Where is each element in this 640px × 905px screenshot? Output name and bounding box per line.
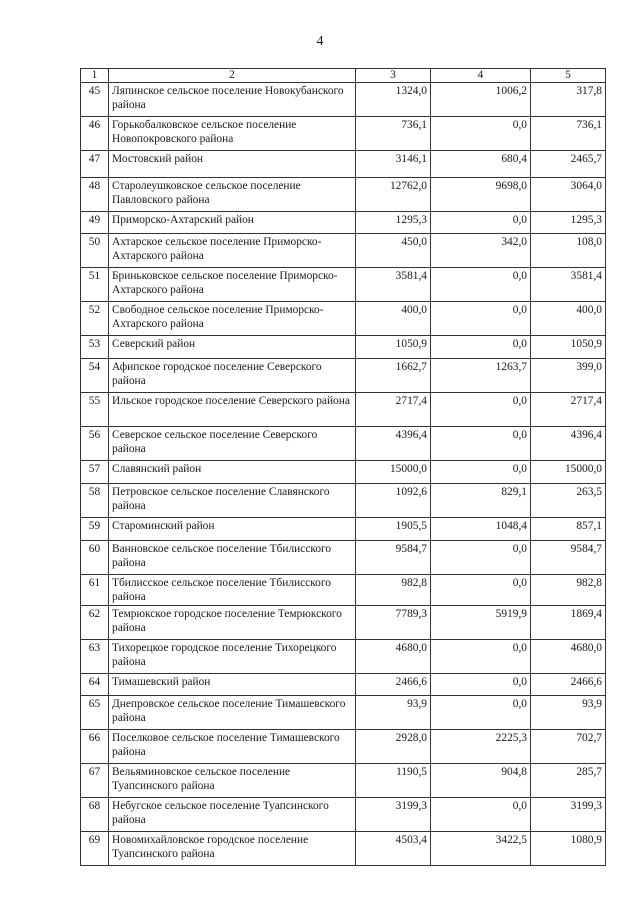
amount-col5: 982,8 (531, 575, 606, 606)
table-row (81, 674, 606, 696)
amount-col4: 2225,3 (431, 730, 531, 764)
amount-col3: 2928,0 (356, 730, 431, 764)
table-row (81, 234, 606, 268)
table-row (81, 764, 606, 798)
amount-col4: 1263,7 (431, 359, 531, 393)
table-row (81, 212, 606, 234)
amount-col4: 1006,2 (431, 83, 531, 117)
municipality-name: Темрюкское городское поселение Темрюкского района (109, 606, 356, 640)
amount-col3: 1092,6 (356, 484, 431, 518)
row-number: 67 (81, 764, 109, 798)
amount-col3: 4680,0 (356, 640, 431, 674)
table-row (81, 832, 606, 866)
table-row (81, 427, 606, 461)
table-row (81, 640, 606, 674)
amount-col3: 1295,3 (356, 212, 431, 234)
row-number: 48 (81, 178, 109, 212)
amount-col4: 0,0 (431, 640, 531, 674)
amount-col4: 0,0 (431, 798, 531, 832)
amount-col5: 15000,0 (531, 461, 606, 484)
table-row (81, 518, 606, 541)
amount-col4: 0,0 (431, 461, 531, 484)
municipality-name: Тбилисское сельское поселение Тбилисского района (109, 575, 356, 606)
amount-col5: 263,5 (531, 484, 606, 518)
amount-col3: 3146,1 (356, 151, 431, 178)
amount-col5: 2465,7 (531, 151, 606, 178)
header-cell: 1 (81, 69, 109, 83)
row-number: 56 (81, 427, 109, 461)
amount-col4: 0,0 (431, 393, 531, 427)
municipality-name: Ванновское сельское поселение Тбилисского района (109, 541, 356, 575)
municipality-name: Северское сельское поселение Северского района (109, 427, 356, 461)
municipality-name: Северский район (109, 336, 356, 359)
row-number: 59 (81, 518, 109, 541)
amount-col5: 1050,9 (531, 336, 606, 359)
header-cell: 3 (356, 69, 431, 83)
amount-col4: 342,0 (431, 234, 531, 268)
amount-col4: 0,0 (431, 117, 531, 151)
table-row (81, 117, 606, 151)
amount-col3: 1050,9 (356, 336, 431, 359)
municipality-name: Афипское городское поселение Северского района (109, 359, 356, 393)
amount-col5: 317,8 (531, 83, 606, 117)
table-row (81, 302, 606, 336)
municipality-name: Староминский район (109, 518, 356, 541)
row-number: 49 (81, 212, 109, 234)
amount-col3: 2466,6 (356, 674, 431, 696)
row-number: 60 (81, 541, 109, 575)
row-number: 61 (81, 575, 109, 606)
table-row (81, 359, 606, 393)
amount-col3: 3581,4 (356, 268, 431, 302)
amount-col4: 0,0 (431, 302, 531, 336)
table-row (81, 151, 606, 178)
amount-col5: 400,0 (531, 302, 606, 336)
row-number: 51 (81, 268, 109, 302)
amount-col4: 0,0 (431, 674, 531, 696)
amount-col5: 3199,3 (531, 798, 606, 832)
amount-col3: 2717,4 (356, 393, 431, 427)
amount-col3: 736,1 (356, 117, 431, 151)
municipality-name: Свободное сельское поселение Приморско-Ахтарского района (109, 302, 356, 336)
table-row (81, 461, 606, 484)
municipality-name: Ляпинское сельское поселение Новокубанского района (109, 83, 356, 117)
header-cell: 4 (431, 69, 531, 83)
amount-col4: 1048,4 (431, 518, 531, 541)
table-row (81, 798, 606, 832)
amount-col4: 680,4 (431, 151, 531, 178)
row-number: 50 (81, 234, 109, 268)
amount-col5: 2717,4 (531, 393, 606, 427)
amount-col3: 9584,7 (356, 541, 431, 575)
table-row (81, 696, 606, 730)
amount-col4: 9698,0 (431, 178, 531, 212)
amount-col5: 1869,4 (531, 606, 606, 640)
row-number: 57 (81, 461, 109, 484)
row-number: 54 (81, 359, 109, 393)
amount-col3: 1324,0 (356, 83, 431, 117)
amount-col3: 1190,5 (356, 764, 431, 798)
table-row (81, 484, 606, 518)
amount-col5: 4396,4 (531, 427, 606, 461)
municipality-name: Днепровское сельское поселение Тимашевского района (109, 696, 356, 730)
row-number: 63 (81, 640, 109, 674)
row-number: 55 (81, 393, 109, 427)
amount-col5: 399,0 (531, 359, 606, 393)
amount-col5: 9584,7 (531, 541, 606, 575)
row-number: 52 (81, 302, 109, 336)
municipality-name: Небугское сельское поселение Туапсинского района (109, 798, 356, 832)
amount-col5: 93,9 (531, 696, 606, 730)
amount-col5: 108,0 (531, 234, 606, 268)
amount-col5: 2466,6 (531, 674, 606, 696)
table-header-row (81, 69, 606, 83)
amount-col4: 3422,5 (431, 832, 531, 866)
municipality-name: Вельяминовское сельское поселение Туапсинского района (109, 764, 356, 798)
row-number: 66 (81, 730, 109, 764)
amount-col4: 0,0 (431, 336, 531, 359)
amount-col5: 285,7 (531, 764, 606, 798)
amount-col4: 829,1 (431, 484, 531, 518)
amount-col3: 12762,0 (356, 178, 431, 212)
amount-col3: 4503,4 (356, 832, 431, 866)
municipality-name: Горькобалковское сельское поселение Новопокровского района (109, 117, 356, 151)
amount-col4: 0,0 (431, 575, 531, 606)
row-number: 69 (81, 832, 109, 866)
amount-col5: 857,1 (531, 518, 606, 541)
amount-col4: 5919,9 (431, 606, 531, 640)
table-row (81, 178, 606, 212)
amount-col4: 0,0 (431, 212, 531, 234)
table-row (81, 730, 606, 764)
municipality-name: Славянский район (109, 461, 356, 484)
amount-col4: 0,0 (431, 427, 531, 461)
amount-col3: 93,9 (356, 696, 431, 730)
table-row (81, 575, 606, 606)
row-number: 58 (81, 484, 109, 518)
municipality-name: Мостовский район (109, 151, 356, 178)
municipality-name: Поселковое сельское поселение Тимашевского района (109, 730, 356, 764)
amount-col3: 3199,3 (356, 798, 431, 832)
amount-col3: 450,0 (356, 234, 431, 268)
municipality-name: Тихорецкое городское поселение Тихорецкого района (109, 640, 356, 674)
amount-col5: 736,1 (531, 117, 606, 151)
table-row (81, 83, 606, 117)
amount-col3: 4396,4 (356, 427, 431, 461)
amount-col3: 7789,3 (356, 606, 431, 640)
amount-col5: 4680,0 (531, 640, 606, 674)
row-number: 62 (81, 606, 109, 640)
table-row (81, 541, 606, 575)
page-number: 4 (316, 34, 324, 49)
row-number: 68 (81, 798, 109, 832)
row-number: 53 (81, 336, 109, 359)
amount-col5: 702,7 (531, 730, 606, 764)
amount-col5: 1080,9 (531, 832, 606, 866)
amount-col3: 982,8 (356, 575, 431, 606)
header-cell: 2 (109, 69, 356, 83)
amount-col4: 904,8 (431, 764, 531, 798)
amount-col3: 15000,0 (356, 461, 431, 484)
table-row (81, 393, 606, 427)
row-number: 64 (81, 674, 109, 696)
municipality-name: Тимашевский район (109, 674, 356, 696)
amount-col5: 3064,0 (531, 178, 606, 212)
table-row (81, 336, 606, 359)
amount-col4: 0,0 (431, 541, 531, 575)
amount-col4: 0,0 (431, 696, 531, 730)
municipality-name: Приморско-Ахтарский район (109, 212, 356, 234)
amount-col3: 1662,7 (356, 359, 431, 393)
municipality-name: Старолеушковское сельское поселение Павловского района (109, 178, 356, 212)
amount-col3: 400,0 (356, 302, 431, 336)
amount-col5: 1295,3 (531, 212, 606, 234)
row-number: 46 (81, 117, 109, 151)
row-number: 65 (81, 696, 109, 730)
table-row (81, 268, 606, 302)
amount-col5: 3581,4 (531, 268, 606, 302)
amount-col4: 0,0 (431, 268, 531, 302)
row-number: 45 (81, 83, 109, 117)
row-number: 47 (81, 151, 109, 178)
budget-table (80, 68, 606, 866)
municipality-name: Новомихайловское городское поселение Туапсинского района (109, 832, 356, 866)
municipality-name: Бриньковское сельское поселение Приморско-Ахтарского района (109, 268, 356, 302)
table-row (81, 606, 606, 640)
municipality-name: Ахтарское сельское поселение Приморско-Ахтарского района (109, 234, 356, 268)
amount-col3: 1905,5 (356, 518, 431, 541)
municipality-name: Ильское городское поселение Северского района (109, 393, 356, 427)
municipality-name: Петровское сельское поселение Славянского района (109, 484, 356, 518)
header-cell: 5 (531, 69, 606, 83)
